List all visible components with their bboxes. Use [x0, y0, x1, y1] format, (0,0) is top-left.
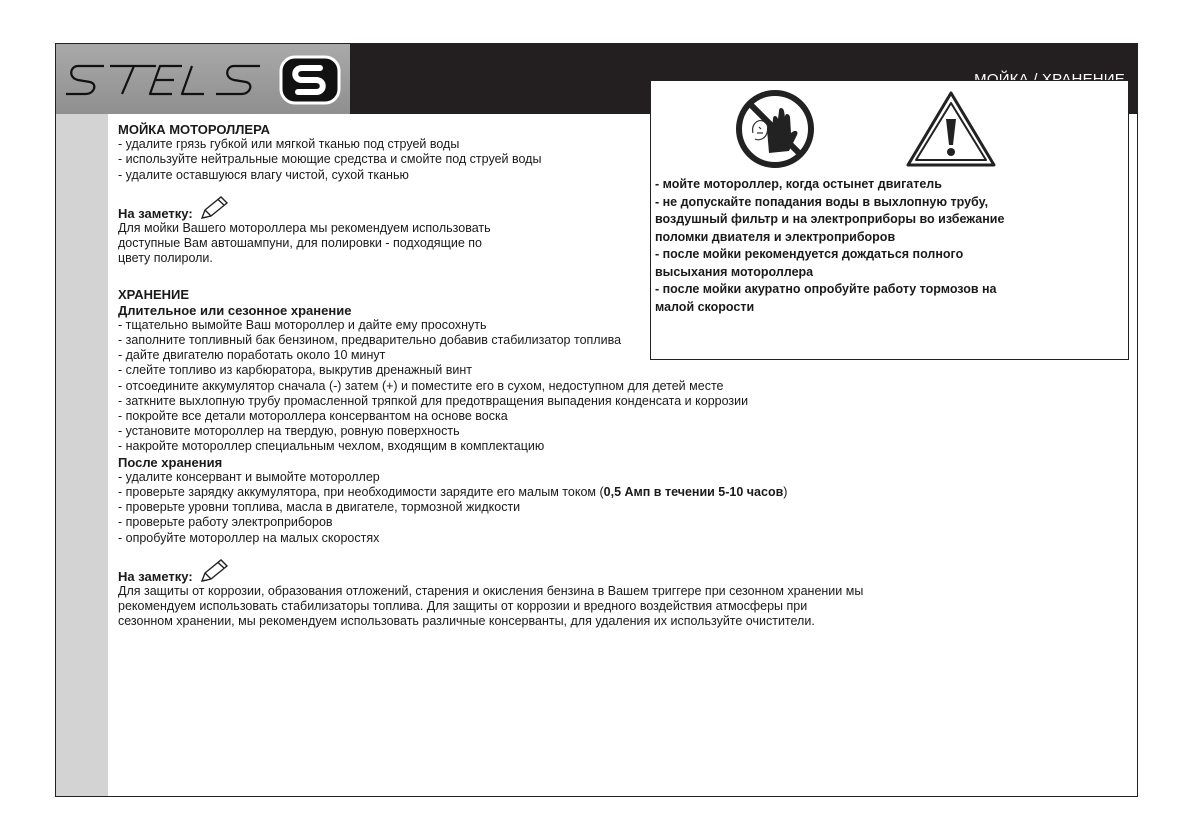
list-item: - удалите консервант и вымойте мотороллер	[118, 469, 380, 484]
list-item: - тщательно вымойте Ваш мотороллер и дайте ему просохнуть	[118, 317, 487, 332]
charge-prefix: - проверьте зарядку аккумулятора, при необходимости зарядите его малым током (	[118, 485, 604, 500]
warning-line: высыхания мотороллера	[655, 264, 814, 279]
list-item: - установите мотороллер на твердую, ровную поверхность	[118, 424, 460, 439]
warning-line: поломки двиателя и электроприборов	[655, 229, 896, 244]
list-item: - удалите грязь губкой или мягкой тканью под струей воды	[118, 137, 460, 152]
charge-suffix: )	[783, 485, 788, 500]
list-item: - дайте двигателю поработать около 10 минут	[118, 348, 386, 363]
note-line: Для мойки Вашего мотороллера мы рекомендуем использовать	[118, 220, 491, 235]
stels-wordmark	[64, 60, 274, 100]
list-item: - проверьте уровни топлива, масла в двигателе, тормозной жидкости	[118, 500, 521, 515]
charge-spec: 0,5 Амп в течении 5-10 часов	[603, 485, 784, 500]
pencil-icon	[199, 558, 229, 584]
long-term-title: Длительное или сезонное хранение	[118, 302, 352, 318]
warning-text	[655, 176, 1127, 316]
list-item: - опробуйте мотороллер на малых скоростях	[118, 530, 380, 545]
warning-line: - мойте мотороллер, когда остынет двигатель	[655, 177, 942, 191]
storage-note-head	[118, 558, 1128, 584]
note-line: цвету полироли.	[118, 251, 213, 266]
brand-logo	[56, 44, 350, 114]
pencil-icon	[199, 195, 229, 221]
warning-line: - после мойки рекомендуется дождаться полного	[655, 247, 964, 261]
note-label: На заметку:	[118, 568, 193, 584]
list-item: - заткните выхлопную трубу промасленной тряпкой для предотвращения выпадения конденсата и коррозии	[118, 393, 749, 408]
list-item: - накройте мотороллер специальным чехлом, входящим в комплектацию	[118, 439, 545, 454]
side-band	[56, 114, 108, 797]
note-line: рекомендуем использовать стабилизаторы топлива. Для защиты от коррозии и вредного воздействия атмосферы при	[118, 599, 808, 614]
warning-line: малой скорости	[655, 299, 755, 314]
warning-icons	[651, 81, 1128, 173]
list-item: - отсоедините аккумулятор сначала (-) затем (+) и поместите его в сухом, недоступном для детей месте	[118, 378, 724, 393]
list-item: - проверьте работу электроприборов	[118, 515, 333, 530]
warning-line: воздушный фильтр и на электроприборы во избежание	[655, 212, 1005, 226]
stels-s-emblem	[278, 54, 342, 106]
list-item-charge	[118, 485, 1128, 500]
list-item: - покройте все детали мотороллера консервантом на основе воска	[118, 409, 508, 424]
storage-title: ХРАНЕНИЕ	[118, 287, 190, 303]
after-storage-title: После хранения	[118, 454, 223, 470]
list-item: - удалите оставшуюся влагу чистой, сухой тканью	[118, 167, 409, 182]
no-touch-icon	[733, 89, 817, 169]
note-line: сезонном хранении, мы рекомендуем использовать различные консерванты, для удаления их используйте очистители.	[118, 614, 815, 629]
warning-line: - не допускайте попадания воды в выхлопную трубу,	[655, 194, 989, 209]
list-item: - заполните топливный бак бензином, предварительно добавив стабилизатор топлива	[118, 333, 622, 348]
list-item: - слейте топливо из карбюратора, выкрутив дренажный винт	[118, 363, 472, 378]
washing-warning-box	[650, 80, 1129, 360]
list-item: - используйте нейтральные моющие средства и смойте под струей воды	[118, 152, 542, 167]
note-line: доступные Вам автошампуни, для полировки - подходящие по	[118, 236, 482, 251]
note-label: На заметку:	[118, 205, 193, 221]
warning-line: - после мойки акуратно опробуйте работу тормозов на	[655, 282, 997, 296]
washing-title: МОЙКА МОТОРОЛЛЕРА	[118, 122, 271, 137]
warning-triangle-icon	[904, 89, 998, 169]
note-line: Для защиты от коррозии, образования отложений, старения и окисления бензина в Вашем триггере при сезонном хранении мы	[118, 583, 864, 598]
